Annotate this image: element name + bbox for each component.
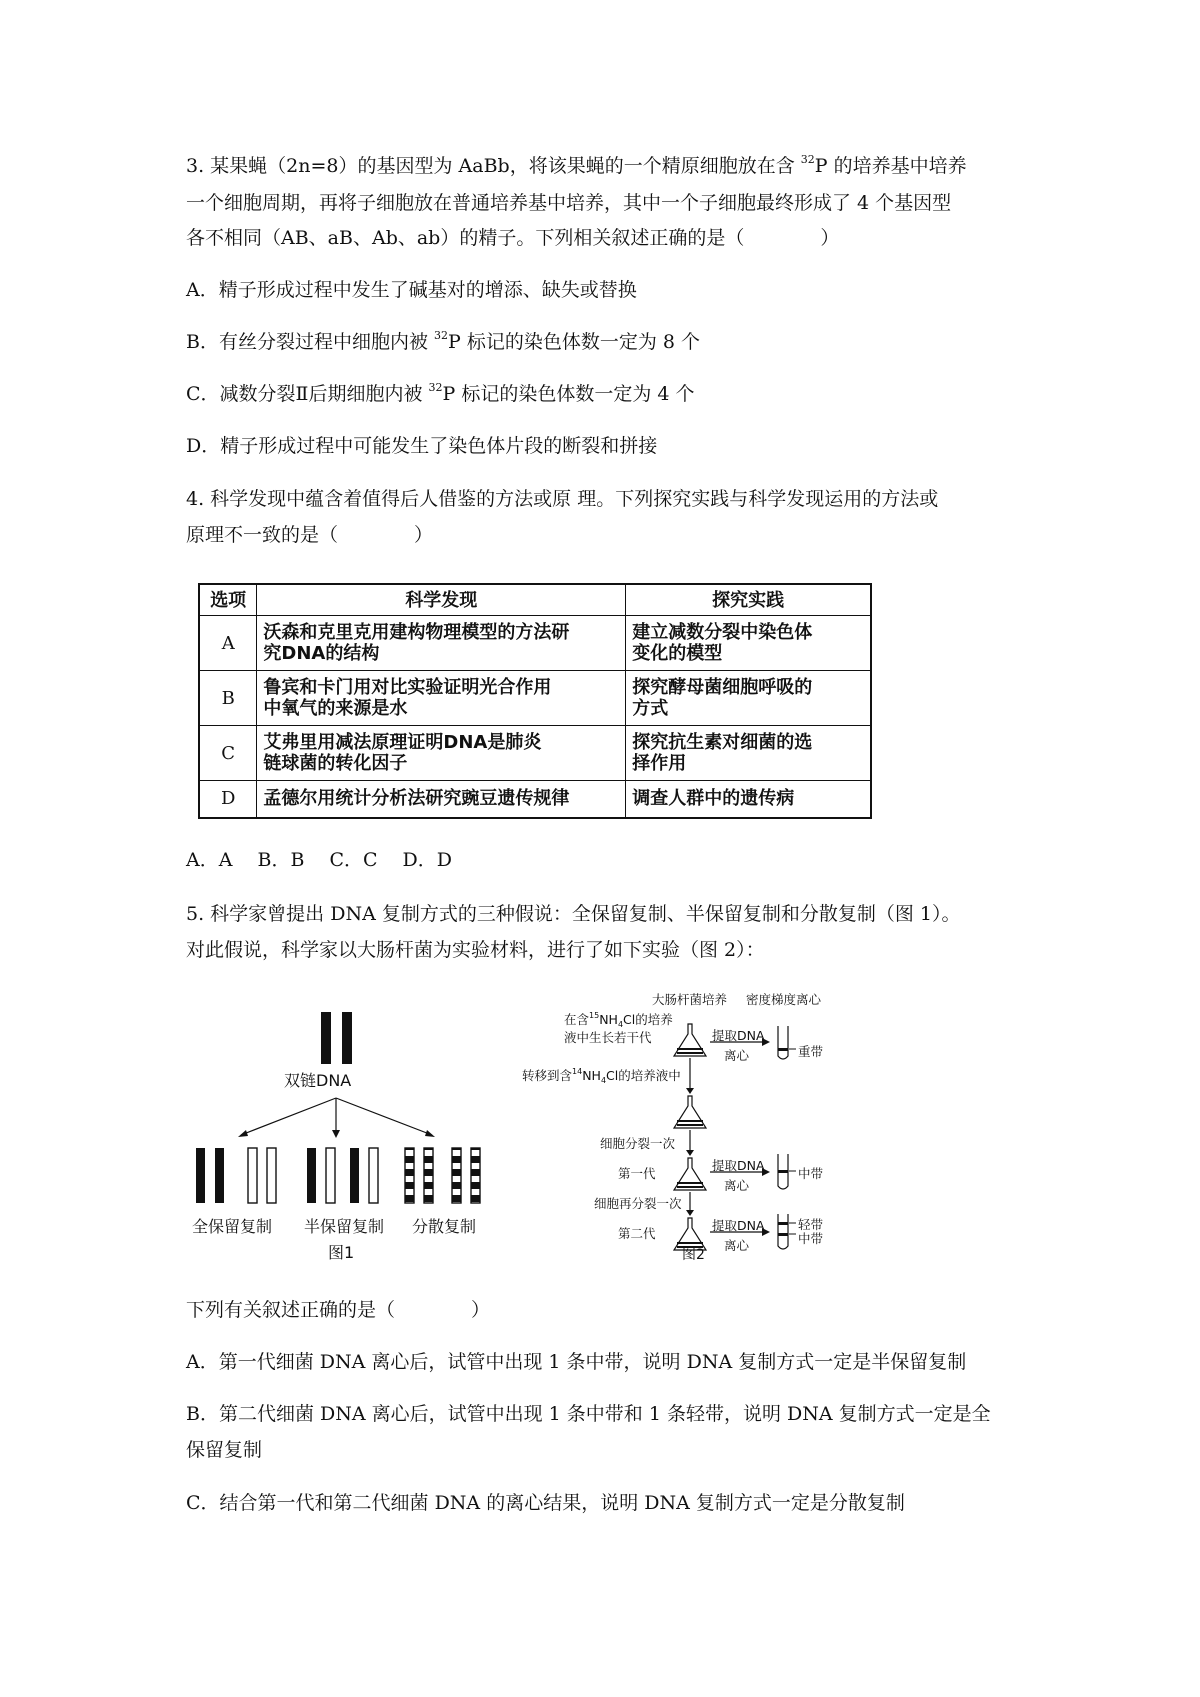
q3-stem-line2: 一个细胞周期，再将子细胞放在普通培养基中培养，其中一个子细胞最终形成了 4 个基因型	[186, 192, 952, 214]
centrifuge-header: 密度梯度离心	[746, 992, 822, 1007]
table-cell-discovery: 鲁宾和卡门用对比实验证明光合作用 中氧气的来源是水	[257, 671, 626, 726]
divide2-label: 细胞再分裂一次	[594, 1196, 682, 1211]
strand-old	[307, 1148, 316, 1203]
table-cell-option: C	[199, 726, 257, 781]
extract-label: 提取DNA	[712, 1218, 765, 1233]
q3-option-a: A．精子形成过程中发生了碱基对的增添、缺失或替换	[186, 279, 637, 301]
gen2-label: 第二代	[618, 1226, 656, 1241]
q4-table	[198, 583, 872, 819]
q3-stem-line3: 各不相同（AB、aB、Ab、ab）的精子。下列相关叙述正确的是（ ）	[186, 227, 840, 249]
mid-band-label: 中带	[798, 1166, 824, 1181]
q3-option-c: C．减数分裂Ⅱ后期细胞内被 $^{32}$P 标记的染色体数一定为 4 个	[186, 381, 695, 405]
table-row	[199, 616, 871, 671]
strand-mixed	[471, 1148, 480, 1203]
table-cell-option: D	[199, 781, 257, 818]
q4-stem-line1: 4. 科学发现中蕴含着值得后人借鉴的方法或原 理。下列探究实践与科学发现运用的方法或	[186, 488, 939, 510]
table-cell-option: B	[199, 671, 257, 726]
strand-mixed	[452, 1148, 461, 1203]
strand-old	[196, 1148, 205, 1203]
figure-2	[522, 990, 870, 1263]
q5-option-b-line1: B．第二代细菌 DNA 离心后，试管中出现 1 条中带和 1 条轻带，说明 DNA 复制方式一定是全	[186, 1403, 991, 1425]
gen1-label: 第一代	[618, 1166, 656, 1181]
light-band	[778, 1222, 788, 1225]
strand-mixed	[424, 1148, 433, 1203]
q5-stem-line1: 5. 科学家曾提出 DNA 复制方式的三种假说：全保留复制、半保留复制和分散复制（图 1）。	[186, 903, 961, 925]
figure-1-caption: 图1	[328, 1243, 355, 1262]
table-cell-practice: 调查人群中的遗传病	[626, 781, 871, 818]
centrifuge-label: 离心	[724, 1238, 750, 1253]
figure-2-caption: 图2	[682, 1247, 705, 1263]
table-cell-discovery: 孟德尔用统计分析法研究豌豆遗传规律	[257, 781, 626, 818]
culture-header: 大肠杆菌培养	[652, 992, 728, 1007]
mid-band-label: 中带	[798, 1231, 824, 1246]
extract-label: 提取DNA	[712, 1158, 765, 1173]
table-cell-practice: 探究抗生素对细菌的选 择作用	[626, 726, 871, 781]
step0-label: 在含$^{15}NH_4Cl$的培养	[564, 1011, 673, 1029]
figure-1	[186, 1000, 506, 1260]
table-row	[199, 671, 871, 726]
q4-answer-options: A．A B．B C．C D．D	[186, 849, 453, 871]
conservative-label: 全保留复制	[192, 1217, 273, 1236]
centrifuge-label: 离心	[724, 1048, 750, 1063]
transfer-label: 转移到含$^{14}NH_4Cl$的培养液中	[522, 1067, 681, 1085]
table-cell-option: A	[199, 616, 257, 671]
strand-new	[248, 1148, 257, 1203]
strand-new	[267, 1148, 276, 1203]
table-header-discovery: 科学发现	[257, 584, 626, 616]
q5-option-a: A．第一代细菌 DNA 离心后，试管中出现 1 条中带，说明 DNA 复制方式一定是半保留复制	[186, 1351, 967, 1373]
table-cell-practice: 探究酵母菌细胞呼吸的 方式	[626, 671, 871, 726]
extract-label: 提取DNA	[712, 1028, 765, 1043]
test-tube	[778, 1026, 788, 1249]
strand-old	[215, 1148, 224, 1203]
strand-new	[326, 1148, 335, 1203]
centrifuge-label: 离心	[724, 1178, 750, 1193]
heavy-band-label: 重带	[798, 1044, 824, 1059]
q5-stem-line2: 对此假说，科学家以大肠杆菌为实验材料，进行了如下实验（图 2）：	[186, 939, 765, 961]
light-band-label: 轻带	[798, 1217, 824, 1232]
table-cell-discovery: 艾弗里用减法原理证明DNA是肺炎 链球菌的转化因子	[257, 726, 626, 781]
parent-dna-strand	[342, 1012, 352, 1064]
table-cell-discovery: 沃森和克里克用建构物理模型的方法研 究DNA的结构	[257, 616, 626, 671]
heavy-band	[778, 1048, 788, 1051]
table-header-option: 选项	[199, 584, 257, 616]
strand-mixed	[405, 1148, 414, 1203]
q5-question: 下列有关叙述正确的是（ ）	[186, 1299, 491, 1321]
q3-option-d: D．精子形成过程中可能发生了染色体片段的断裂和拼接	[186, 435, 658, 457]
parent-dna-strand	[321, 1012, 331, 1064]
dispersive-label: 分散复制	[412, 1217, 477, 1236]
q4-stem-line2: 原理不一致的是（ ）	[186, 524, 434, 546]
mid-band	[778, 1233, 788, 1236]
divide1-label: 细胞分裂一次	[600, 1136, 676, 1151]
strand-new	[369, 1148, 378, 1203]
mid-band	[778, 1170, 788, 1173]
q5-option-c: C．结合第一代和第二代细菌 DNA 的离心结果，说明 DNA 复制方式一定是分散复制	[186, 1492, 905, 1514]
step0-label-line2: 液中生长若干代	[564, 1030, 652, 1045]
table-row	[199, 781, 871, 818]
q3-stem-line1: 3. 某果蝇（2n=8）的基因型为 AaBb，将该果蝇的一个精原细胞放在含 $^{32}$P 的培养基中培养	[186, 153, 967, 177]
table-cell-practice: 建立减数分裂中染色体 变化的模型	[626, 616, 871, 671]
strand-old	[350, 1148, 359, 1203]
q5-option-b-line2: 保留复制	[186, 1439, 263, 1461]
table-header-practice: 探究实践	[626, 584, 871, 616]
dna-label: 双链DNA	[284, 1071, 352, 1090]
q3-option-b: B．有丝分裂过程中细胞内被 $^{32}$P 标记的染色体数一定为 8 个	[186, 329, 701, 353]
semi-conservative-label: 半保留复制	[304, 1217, 385, 1236]
table-row	[199, 726, 871, 781]
